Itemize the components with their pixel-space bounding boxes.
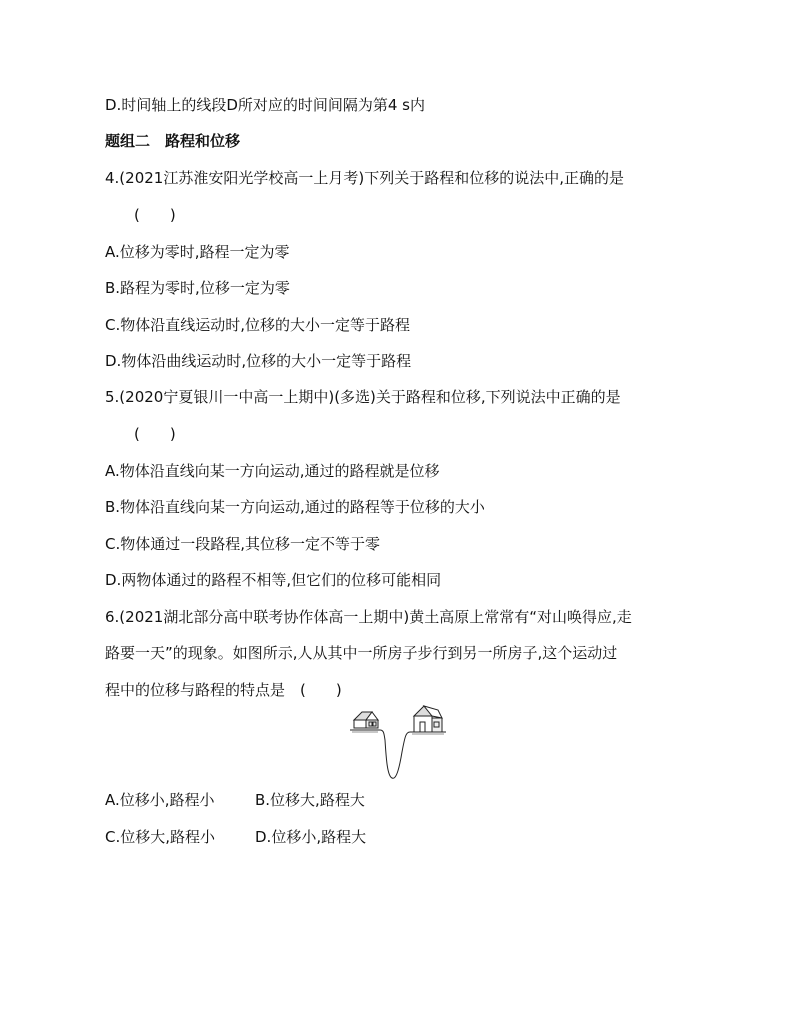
q6-stem-line-1: 6.(2021湖北部分高中联考协作体高一上期中)黄土高原上常常有“对山唤得应,走 <box>105 608 632 626</box>
q6-options-row-2 <box>105 827 366 847</box>
q4-option-c: C.物体沿直线运动时,位移的大小一定等于路程 <box>105 316 411 334</box>
q4-stem: 4.(2021江苏淮安阳光学校高一上月考)下列关于路程和位移的说法中,正确的是 <box>105 169 624 187</box>
q5-option-c: C.物体通过一段路程,其位移一定不等于零 <box>105 535 381 553</box>
q4-option-b: B.路程为零时,位移一定为零 <box>105 279 290 297</box>
q5-option-d: D.两物体通过的路程不相等,但它们的位移可能相同 <box>105 571 442 589</box>
q4-option-a: A.位移为零时,路程一定为零 <box>105 243 290 261</box>
q6-option-b: B.位移大,路程大 <box>255 791 365 809</box>
valley-path-illustration <box>348 700 448 784</box>
left-house-icon <box>354 712 378 728</box>
q6-option-c: C.位移大,路程小 <box>105 828 216 846</box>
q5-option-b: B.物体沿直线向某一方向运动,通过的路程等于位移的大小 <box>105 498 485 516</box>
q6-option-a: A.位移小,路程小 <box>105 791 215 809</box>
q5-option-a: A.物体沿直线向某一方向运动,通过的路程就是位移 <box>105 462 440 480</box>
q5-stem: 5.(2020宁夏银川一中高一上期中)(多选)关于路程和位移,下列说法中正确的是 <box>105 388 621 406</box>
q6-stem-line-2: 路要一天”的现象。如图所示,人从其中一所房子步行到另一所房子,这个运动过 <box>105 644 618 662</box>
q4-answer-bracket: ( ) <box>134 206 176 224</box>
q5-answer-bracket: ( ) <box>134 425 176 443</box>
group-title: 题组二 路程和位移 <box>105 132 241 150</box>
q6-option-d: D.位移小,路程大 <box>255 828 367 846</box>
q6-options-row-1 <box>105 790 365 810</box>
option-d-line: D.时间轴上的线段D所对应的时间间隔为第4 s内 <box>105 96 425 114</box>
q4-option-d: D.物体沿曲线运动时,位移的大小一定等于路程 <box>105 352 412 370</box>
two-houses-valley-figure <box>348 700 448 784</box>
right-house-icon <box>414 706 442 732</box>
q6-stem-line-3: 程中的位移与路程的特点是 ( ) <box>105 681 342 699</box>
